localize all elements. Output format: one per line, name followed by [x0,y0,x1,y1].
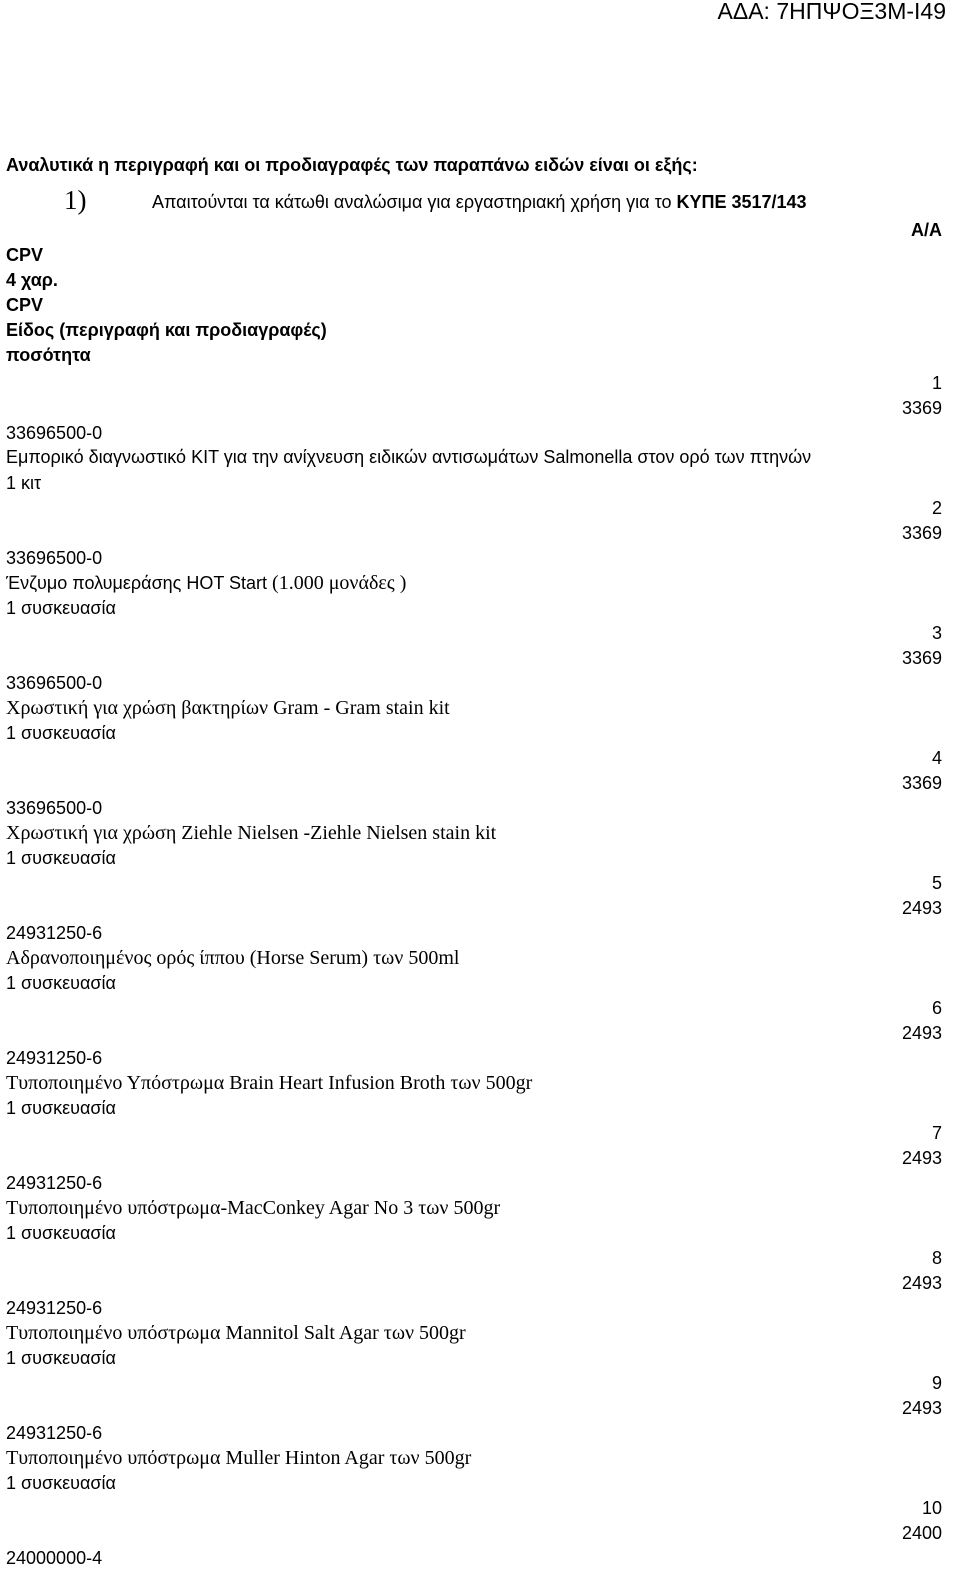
item-cpv-4chars: 2493 [901,1398,942,1418]
header-cpv-full: CPV [6,295,44,315]
item-description: Ένζυμο πολυμεράσης HOT Start (1.000 μονάδες ) [6,572,407,594]
item-cpv: 24931250-6 [6,923,103,943]
item-description: Αδρανοποιημένος ορός ίππου (Horse Serum) των 500ml [6,947,460,969]
item-description: Τυποποιημένο Υπόστρωμα Brain Heart Infusion Broth των 500gr [6,1072,533,1094]
point-number: 1) [64,185,87,215]
item-cpv: 33696500-0 [6,673,103,693]
item-quantity: 1 συσκευασία [6,973,116,993]
item-description: Χρωστική για χρώση Ziehle Nielsen -Ziehle Nielsen stain kit [6,822,497,844]
item-quantity: 1 συσκευασία [6,1348,116,1368]
item-cpv-4chars: 3369 [901,648,942,668]
header-aa: Α/Α [911,220,942,240]
item-cpv-4chars: 3369 [901,773,942,793]
header-cpv: CPV [6,245,44,265]
item-description: Τυποποιημένο υπόστρωμα Muller Hinton Agar των 500gr [6,1447,472,1469]
document-ada: ΑΔΑ: 7ΗΠΨΟΞ3Μ-Ι49 [717,0,946,24]
item-cpv: 24931250-6 [6,1048,103,1068]
item-number: 4 [931,748,942,768]
item-cpv-4chars: 3369 [901,523,942,543]
item-cpv: 24000000-4 [6,1548,103,1568]
point-text: Απαιτούνται τα κάτωθι αναλώσιμα για εργαστηριακή χρήση για το ΚΥΠΕ 3517/143 [152,192,807,212]
item-number: 8 [931,1248,942,1268]
item-quantity: 1 συσκευασία [6,1223,116,1243]
item-cpv-4chars: 2493 [901,898,942,918]
item-cpv-4chars: 2493 [901,1023,942,1043]
item-cpv-4chars: 2493 [901,1148,942,1168]
item-cpv: 24931250-6 [6,1298,103,1318]
item-quantity: 1 συσκευασία [6,1098,116,1118]
item-description: Τυποποιημένο υπόστρωμα Mannitol Salt Agar των 500gr [6,1322,466,1344]
item-cpv: 33696500-0 [6,798,103,818]
item-number: 7 [931,1123,942,1143]
item-cpv: 24931250-6 [6,1173,103,1193]
section-heading: Αναλυτικά η περιγραφή και οι προδιαγραφές των παραπάνω ειδών είναι οι εξής: [6,155,698,175]
item-cpv-4chars: 2493 [901,1273,942,1293]
header-quantity: ποσότητα [6,345,91,365]
item-number: 10 [921,1498,942,1518]
item-cpv-4chars: 2400 [901,1523,942,1543]
item-description: Εμπορικό διαγνωστικό KIT για την ανίχνευση ειδικών αντισωμάτων Salmonella στον ορό των πτηνών [6,447,812,467]
header-chars: 4 χαρ. [6,270,58,290]
item-number: 3 [931,623,942,643]
item-cpv: 33696500-0 [6,423,103,443]
item-quantity: 1 κιτ [6,473,42,493]
item-quantity: 1 συσκευασία [6,598,116,618]
item-quantity: 1 συσκευασία [6,848,116,868]
item-cpv: 24931250-6 [6,1423,103,1443]
item-number: 2 [931,498,942,518]
item-quantity: 1 συσκευασία [6,1473,116,1493]
item-description: Τυποποιημένο υπόστρωμα-MacConkey Agar No 3 των 500gr [6,1197,501,1219]
item-description: Χρωστική για χρώση βακτηρίων Gram - Gram stain kit [6,697,450,719]
header-item: Είδος (περιγραφή και προδιαγραφές) [6,320,327,340]
item-number: 5 [931,873,942,893]
item-quantity: 1 συσκευασία [6,723,116,743]
item-number: 6 [931,998,942,1018]
item-cpv-4chars: 3369 [901,398,942,418]
item-cpv: 33696500-0 [6,548,103,568]
item-number: 9 [931,1373,942,1393]
item-number: 1 [931,373,942,393]
